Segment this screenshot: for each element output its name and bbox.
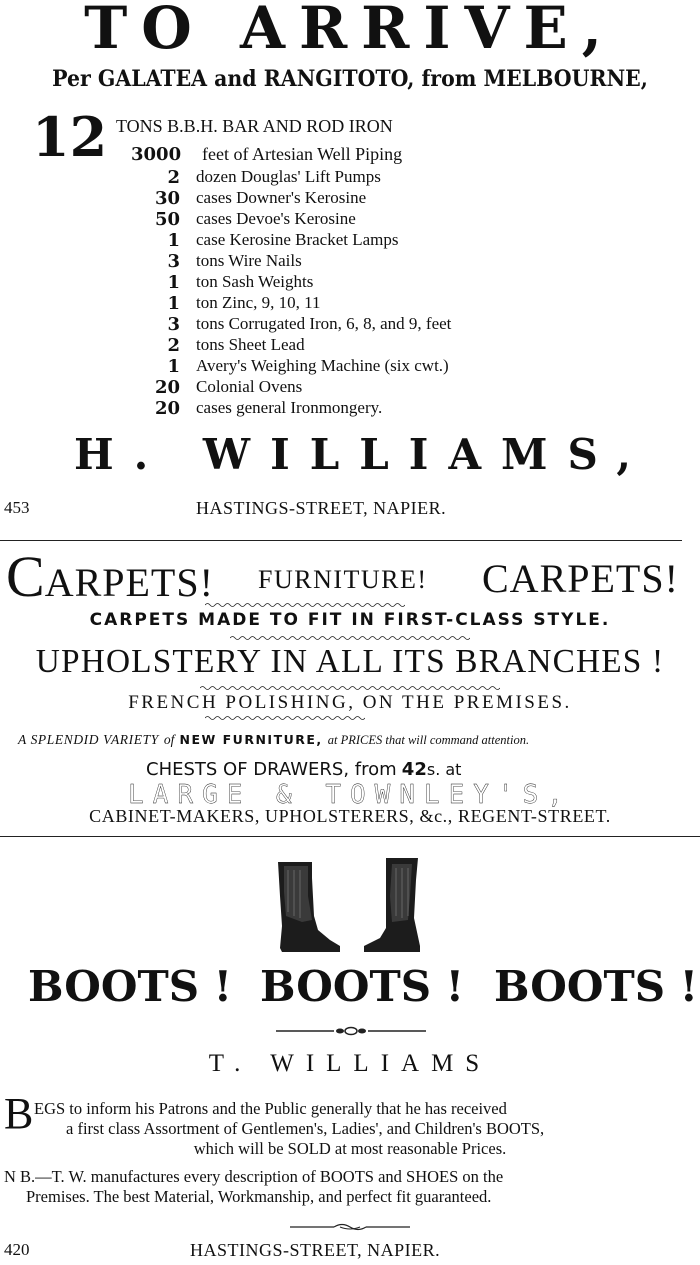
subheadline: Per GALATEA and RANGITOTO, from MELBOURNE, <box>52 66 648 92</box>
ad-number: 453 <box>4 498 30 517</box>
splendid-variety-text: A SPLENDID VARIETY <box>18 732 159 747</box>
quantity-3000: 3000 <box>131 144 182 165</box>
paragraph-line: a first class Assortment of Gentlemen's, Ladies', and Children's BOOTS, <box>66 1119 545 1138</box>
carpets-headline <box>6 544 214 609</box>
divider <box>0 836 700 837</box>
headline-carpets-2: CARPETS! <box>482 556 679 601</box>
headline-to-arrive: TO ARRIVE, <box>84 0 616 62</box>
ad-number: 420 <box>4 1240 30 1259</box>
splendid-variety-line <box>18 729 688 748</box>
item-bar-iron: TONS B.B.H. BAR AND ROD IRON <box>116 116 393 136</box>
carpets-made-to-fit: CARPETS MADE TO FIT IN FIRST-CLASS STYLE. <box>89 610 611 630</box>
headline-carpets-1: ARPETS! <box>44 560 214 605</box>
prices-text: at PRICES that will command attention. <box>327 733 530 747</box>
wavy-rule <box>205 715 365 721</box>
firm-name: LARGE & TOWNLEY'S, <box>128 780 572 810</box>
paragraph-line: which will be SOLD at most reasonable Prices. <box>193 1139 507 1158</box>
headline-furniture: FURNITURE! <box>258 565 428 594</box>
chests-text: CHESTS OF DRAWERS, from <box>146 759 397 780</box>
boots-headline-2: BOOTS ! <box>260 962 465 1011</box>
address: HASTINGS-STREET, NAPIER. <box>190 1240 441 1260</box>
merchant-t-williams: T. WILLIAMS <box>208 1050 492 1077</box>
merchant-name: H. WILLIAMS, <box>74 430 651 479</box>
ornamental-rule <box>276 1026 426 1036</box>
wavy-rule <box>200 685 500 691</box>
boots-headline-1: BOOTS ! <box>28 962 233 1011</box>
quantity-twelve: 12 <box>32 105 108 169</box>
drop-cap-b: B <box>4 1089 34 1138</box>
divider <box>0 540 682 541</box>
price-unit: s. at <box>426 760 462 779</box>
paragraph-line: EGS to inform his Patrons and the Public generally that he has received <box>34 1099 507 1118</box>
boots-headline-3: BOOTS ! <box>494 962 699 1011</box>
wavy-rule <box>230 635 470 641</box>
headline-initial: C <box>6 544 45 609</box>
upholstery-line: UPHOLSTERY IN ALL ITS BRANCHES ! <box>35 643 665 680</box>
boots-illustration <box>268 856 434 956</box>
wavy-rule <box>205 602 405 608</box>
cabinet-makers-line: CABINET-MAKERS, UPHOLSTERERS, &c., REGENT-STREET. <box>89 806 611 826</box>
goods-list: 2 dozen Douglas' Lift Pumps 30 cases Downer's Kerosine 50 cases Devoe's Kerosine 1 case Kerosine Bracket Lamps 3 tons Wire Nails 1 ton Sash Weights 1 ton Zinc, 9, 10, 11 3 tons Corrugated Iron, 6, 8, and 9, feet 2 tons Sheet Lead 1 Avery's Weighing Machine (six cwt.) 20 Colonial Ovens 20 cases general Ironmongery. <box>154 167 452 419</box>
new-furniture-text: NEW FURNITURE, <box>179 732 323 747</box>
ornamental-rule <box>290 1222 410 1232</box>
paragraph-line: N B.—T. W. manufactures every description of BOOTS and SHOES on the <box>4 1167 504 1186</box>
address: HASTINGS-STREET, NAPIER. <box>196 498 447 518</box>
of-text: of <box>163 732 175 747</box>
price-number: 42 <box>401 759 427 780</box>
french-polishing-line: FRENCH POLISHING, ON THE PREMISES. <box>128 692 572 713</box>
paragraph-line: Premises. The best Material, Workmanship, and perfect fit guaranteed. <box>26 1187 492 1206</box>
item-well-piping: feet of Artesian Well Piping <box>202 144 403 164</box>
chests-of-drawers-line <box>146 759 461 780</box>
